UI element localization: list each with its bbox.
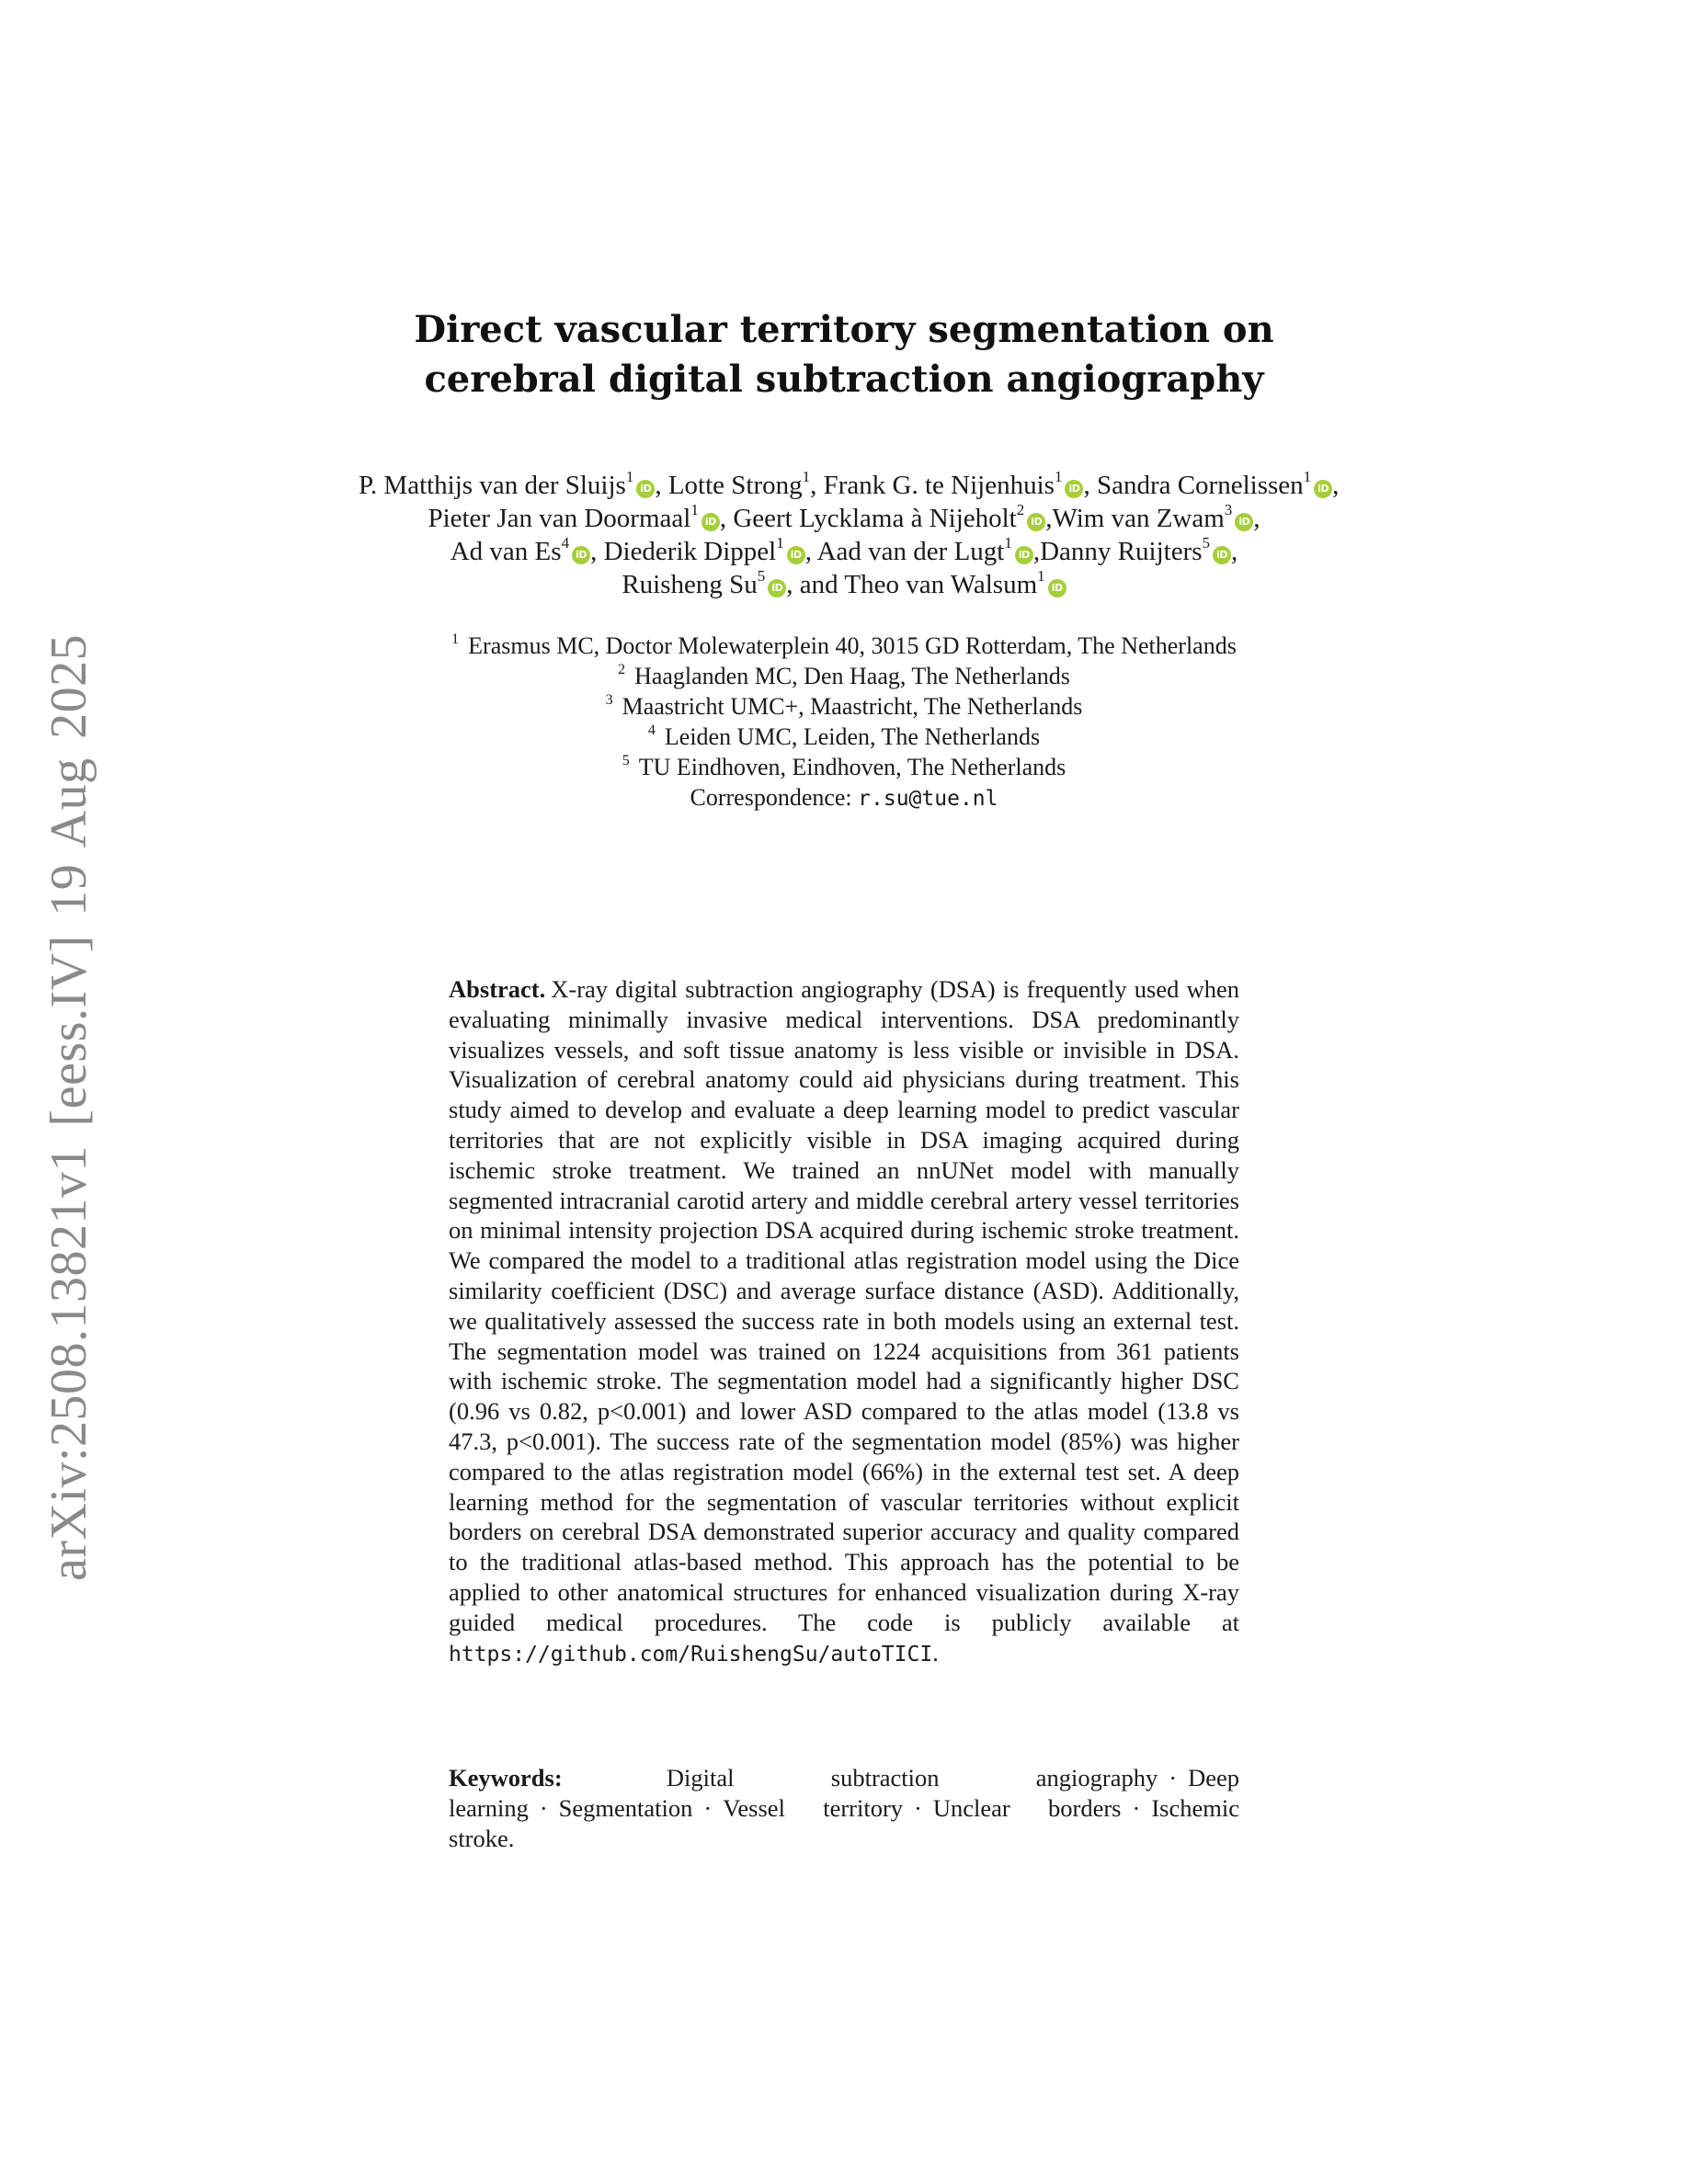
affiliation-4: $^4$ Leiden UMC, Leiden, The Netherlands	[647, 722, 1041, 750]
author	[450, 534, 590, 566]
title-line-1: Direct vascular territory segmentation on	[414, 308, 1274, 351]
author-affiliation-mark: 2	[1016, 501, 1025, 518]
author	[1096, 468, 1332, 500]
affiliation-3: $^3$ Maastricht UMC+, Maastricht, The Netherlands	[605, 692, 1083, 720]
keyword-separator: ·	[539, 1794, 548, 1822]
author-affiliation-mark: 1	[1004, 534, 1012, 552]
affiliation-1: $^1$ Erasmus MC, Doctor Molewaterplein 40, 3015 GD Rotterdam, The Netherlands	[451, 631, 1237, 659]
author-affiliation-mark: 5	[1202, 534, 1211, 552]
keyword: Digital subtraction angiography	[666, 1764, 1158, 1792]
author-name: Danny Ruijters	[1040, 537, 1203, 566]
orcid-icon[interactable]: iD	[1015, 546, 1033, 564]
keyword-separator: ·	[914, 1794, 922, 1822]
orcid-icon[interactable]: iD	[1065, 480, 1083, 498]
author-name: Frank G. te Nijenhuis	[823, 471, 1055, 500]
author-name: Ruisheng Su	[622, 570, 758, 599]
author-affiliation-mark: 1	[802, 468, 811, 485]
author-affiliation-mark: 3	[1224, 501, 1233, 518]
author-line	[359, 468, 1340, 502]
title-line-2: cerebral digital subtraction angiography	[424, 358, 1264, 401]
author-name: Ad van Es	[450, 537, 562, 566]
code-repository-link[interactable]: https://github.com/RuishengSu/autoTICI	[449, 1642, 933, 1666]
author-separator: ,	[1045, 504, 1053, 533]
orcid-icon[interactable]: iD	[636, 480, 655, 498]
author-affiliation-mark: 1	[625, 468, 634, 485]
author-name: Aad van der Lugt	[816, 537, 1005, 566]
keyword: Ischemic stroke.	[449, 1794, 1239, 1852]
author	[844, 567, 1066, 599]
author-separator: ,	[1032, 537, 1041, 566]
affiliation-5: $^5$ TU Eindhoven, Eindhoven, The Netherlands	[622, 753, 1066, 780]
keyword-separator: ·	[703, 1794, 713, 1822]
author-name: Geert Lycklama à Nijeholt	[733, 504, 1017, 533]
author-affiliation-mark: 1	[1303, 468, 1312, 485]
author-line	[359, 535, 1329, 568]
orcid-icon[interactable]: iD	[1027, 513, 1045, 531]
author-separator: ,	[719, 504, 734, 533]
author-name: Lotte Strong	[667, 471, 803, 500]
author-separator: ,	[810, 471, 824, 500]
correspondence-email-link[interactable]: r.su@tue.nl	[858, 787, 998, 811]
abstract	[449, 974, 1239, 1669]
author-name: Pieter Jan van Doormaal	[428, 504, 691, 533]
author-separator: ,	[1253, 504, 1260, 533]
author-affiliation-mark: 4	[561, 534, 570, 552]
author-name: Wim van Zwam	[1052, 504, 1225, 533]
author-affiliation-mark: 5	[757, 567, 766, 585]
author-separator: ,	[804, 537, 817, 566]
orcid-icon[interactable]: iD	[701, 513, 720, 531]
keyword: Vessel territory	[723, 1794, 904, 1822]
author	[428, 501, 719, 533]
author-name: P. Matthijs van der Sluijs	[359, 471, 626, 500]
author	[359, 468, 655, 500]
author-affiliation-mark: 1	[1037, 567, 1045, 585]
orcid-icon[interactable]: iD	[787, 546, 805, 564]
orcid-icon[interactable]: iD	[572, 546, 590, 564]
keywords-heading: Keywords:	[449, 1764, 563, 1792]
author	[823, 468, 1084, 500]
orcid-icon[interactable]: iD	[1213, 546, 1231, 564]
author-name: Sandra Cornelissen	[1096, 471, 1304, 500]
author	[1052, 501, 1254, 533]
keyword: Unclear borders	[932, 1794, 1122, 1822]
author-affiliation-mark: 1	[1054, 468, 1063, 485]
author	[1040, 534, 1231, 566]
keywords	[449, 1763, 1239, 1854]
author-line	[359, 568, 1329, 601]
author-separator: ,	[655, 471, 668, 500]
author-separator: ,	[590, 537, 604, 566]
author-affiliation-mark: 1	[690, 501, 699, 518]
author	[667, 468, 811, 500]
abstract-end: .	[932, 1638, 939, 1666]
keyword-separator: ·	[1169, 1764, 1178, 1792]
author-line	[359, 502, 1329, 535]
correspondence-label: Correspondence:	[690, 784, 852, 811]
author	[816, 534, 1033, 566]
affiliation-list	[349, 631, 1339, 814]
paper-title	[276, 305, 1412, 404]
orcid-icon[interactable]: iD	[1314, 480, 1332, 498]
correspondence	[349, 782, 1339, 814]
abstract-heading: Abstract.	[449, 975, 546, 1003]
author-separator: ,	[1231, 537, 1238, 566]
author-affiliation-mark: 1	[776, 534, 784, 552]
orcid-icon[interactable]: iD	[1235, 513, 1253, 531]
orcid-icon[interactable]: iD	[1048, 579, 1066, 597]
author	[603, 534, 805, 566]
author-name: Diederik Dippel	[603, 537, 777, 566]
author-separator: ,	[1332, 471, 1340, 500]
author	[622, 567, 786, 599]
affiliation-2: $^2$ Haaglanden MC, Den Haag, The Netherlands	[618, 662, 1070, 689]
author-name: Theo van Walsum	[844, 570, 1038, 599]
author-separator: , and	[786, 570, 845, 599]
abstract-text: X-ray digital subtraction angiography (DSA) is frequently used when evaluating minimally invasive medical interventions. DSA predominantly visualizes vessels, and soft tissue anatomy is less visible or invisible in DSA. Visualization of cerebral anatomy could aid physicians during treatment. This study aimed to develop and evaluate a deep learning model to predict vascular territories that are not explicitly visible in DSA imaging acquired during ischemic stroke treatment. We trained an nnUNet model with manually segmented intracranial carotid artery and middle cerebral artery vessel territories on minimal intensity projection DSA acquired during ischemic stroke treatment. We compared the model to a traditional atlas registration model using the Dice similarity coefficient (DSC) and average surface distance (ASD). Additionally, we qualitatively assessed the success rate in both models using an external test. The segmentation model was trained on 1224 acquisitions from 361 patients with ischemic stroke. The segmentation model had a significantly higher DSC (0.96 vs 0.82, p<0.001) and lower ASD compared to the atlas model (13.8 vs 47.3, p<0.001). The success rate of the segmentation model (85%) was higher compared to the atlas registration model (66%) in the external test set. A deep learning method for the segmentation of vascular territories without explicit borders on cerebral DSA demonstrated superior accuracy and quality compared to the traditional atlas-based method. This approach has the potential to be applied to other anatomical structures for enhanced visualization during X-ray guided medical procedures. The code is publicly available at	[449, 975, 1239, 1636]
author-list	[359, 468, 1340, 601]
orcid-icon[interactable]: iD	[768, 579, 786, 597]
author	[733, 501, 1045, 533]
keyword: Deep learning	[449, 1764, 1240, 1822]
keyword-separator: ·	[1132, 1794, 1141, 1822]
arxiv-identifier-stamp: arXiv:2508.13821v1 [eess.IV] 19 Aug 2025	[40, 633, 97, 1581]
author-separator: ,	[1083, 471, 1097, 500]
keyword: Segmentation	[558, 1794, 693, 1822]
